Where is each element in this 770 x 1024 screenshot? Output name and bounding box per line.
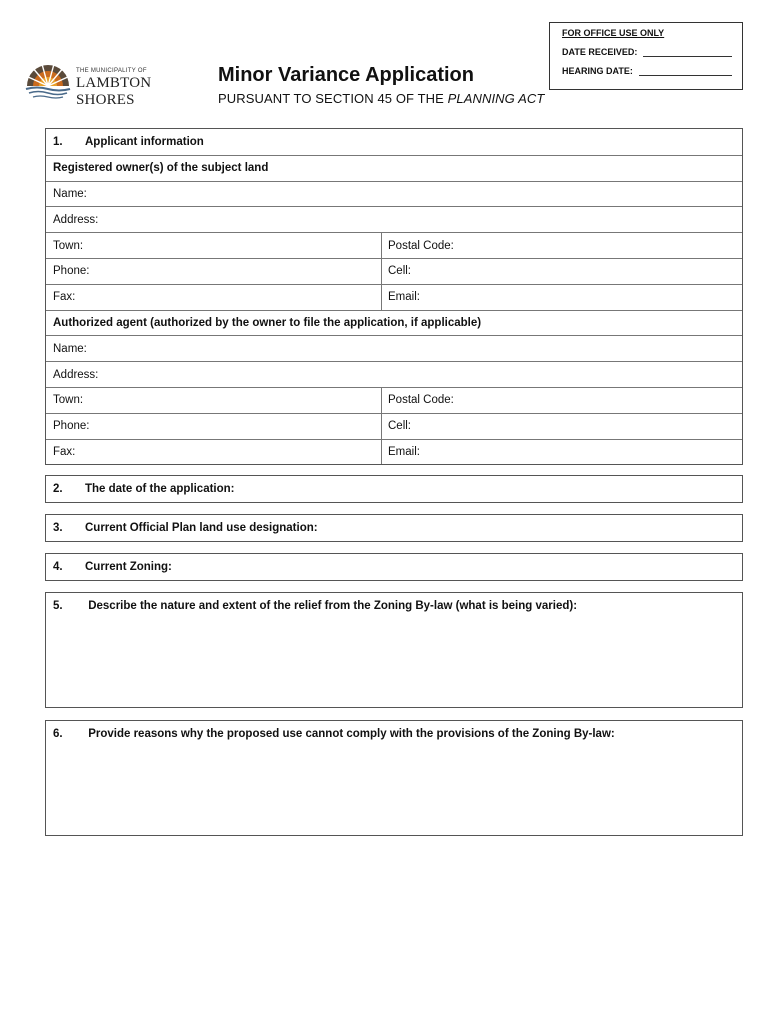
agent-heading: Authorized agent (authorized by the owner to file the application, if applicable) <box>53 316 482 329</box>
owner-heading-row <box>46 155 742 181</box>
section6-number: 6. <box>53 728 63 740</box>
agent-fax-field[interactable]: Fax: <box>46 440 382 465</box>
owner-heading: Registered owner(s) of the subject land <box>53 162 269 175</box>
agent-heading-row <box>46 310 742 336</box>
municipality-logo <box>22 62 212 108</box>
sunrise-logo-icon <box>22 62 74 102</box>
section6-label <box>46 721 742 740</box>
owner-fax-field[interactable]: Fax: <box>46 285 382 310</box>
owner-phone-field[interactable]: Phone: <box>46 259 382 284</box>
hearing-date-row <box>562 66 732 76</box>
office-use-box <box>549 22 743 90</box>
date-received-label: DATE RECEIVED: <box>562 47 638 57</box>
section3-label <box>46 515 742 541</box>
subtitle-prefix: PURSUANT TO SECTION 45 OF THE <box>218 91 448 106</box>
subtitle-italic: PLANNING ACT <box>447 91 545 106</box>
agent-phone-row <box>46 413 742 439</box>
owner-email-field[interactable]: Email: <box>388 291 420 304</box>
section1-heading <box>46 129 742 155</box>
section-current-zoning[interactable] <box>45 553 743 581</box>
logo-main-text: LAMBTON SHORES <box>76 75 152 108</box>
agent-address-field[interactable]: Address: <box>53 368 99 381</box>
agent-email-field[interactable]: Email: <box>388 445 420 458</box>
date-received-row <box>562 47 732 57</box>
section5-text: Describe the nature and extent of the relief from the Zoning By-law (what is being varied): <box>88 600 578 612</box>
section2-text: The date of the application: <box>85 483 235 495</box>
agent-address-row[interactable] <box>46 361 742 387</box>
owner-cell-field[interactable]: Cell: <box>388 265 412 278</box>
owner-address-field[interactable]: Address: <box>53 213 99 226</box>
agent-phone-field[interactable]: Phone: <box>46 414 382 439</box>
section-applicant-information <box>45 128 743 465</box>
owner-name-field[interactable]: Name: <box>53 187 87 200</box>
section1-title: Applicant information <box>85 135 204 148</box>
hearing-date-label: HEARING DATE: <box>562 66 633 76</box>
owner-fax-row <box>46 284 742 310</box>
page-subtitle <box>218 91 544 106</box>
section-compliance-reasons[interactable] <box>45 720 743 836</box>
agent-postal-field[interactable]: Postal Code: <box>388 394 454 407</box>
section5-number: 5. <box>53 600 63 612</box>
section5-label <box>46 593 742 612</box>
section2-number: 2. <box>53 483 63 495</box>
section2-label <box>46 476 742 502</box>
agent-fax-row <box>46 439 742 465</box>
owner-town-field[interactable]: Town: <box>46 233 382 258</box>
logo-small-text: THE MUNICIPALITY OF <box>76 68 147 74</box>
section4-text: Current Zoning: <box>85 561 172 573</box>
owner-town-row <box>46 232 742 258</box>
owner-phone-row <box>46 258 742 284</box>
owner-address-row[interactable] <box>46 206 742 232</box>
owner-name-row[interactable] <box>46 181 742 207</box>
agent-town-field[interactable]: Town: <box>46 388 382 413</box>
section4-number: 4. <box>53 561 63 573</box>
agent-cell-field[interactable]: Cell: <box>388 420 412 433</box>
section3-number: 3. <box>53 522 63 534</box>
office-use-title: FOR OFFICE USE ONLY <box>562 28 665 38</box>
hearing-date-field[interactable] <box>639 67 732 76</box>
section-application-date[interactable] <box>45 475 743 503</box>
section3-text: Current Official Plan land use designation: <box>85 522 318 534</box>
section1-number: 1. <box>53 135 63 148</box>
section4-label <box>46 554 742 580</box>
page-title: Minor Variance Application <box>218 64 474 86</box>
section6-text: Provide reasons why the proposed use cannot comply with the provisions of the Zoning By-law: <box>88 728 615 740</box>
section1-header-row <box>46 129 742 155</box>
section-official-plan[interactable] <box>45 514 743 542</box>
agent-town-row <box>46 387 742 413</box>
owner-postal-field[interactable]: Postal Code: <box>388 239 454 252</box>
agent-name-row[interactable] <box>46 335 742 361</box>
section-relief-description[interactable] <box>45 592 743 708</box>
date-received-field[interactable] <box>643 48 732 57</box>
agent-name-field[interactable]: Name: <box>53 342 87 355</box>
